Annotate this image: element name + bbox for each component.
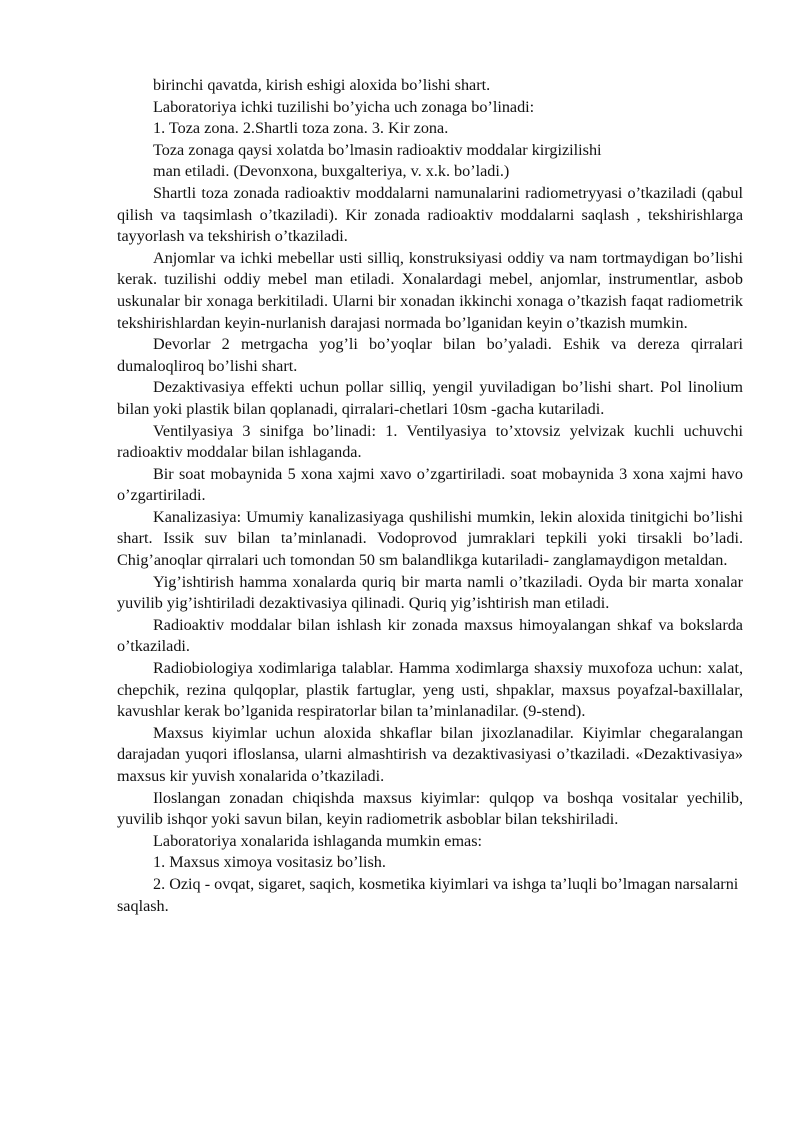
paragraph-furniture: Anjomlar va ichki mebellar usti silliq, konstruksiyasi oddiy va nam tortmaydigan bo’lishi kerak. tuzilishi oddiy mebel man etiladi. Xonalardagi mebel, anjomlar, instrumentlar, asbob uskunalar bir xonaga berkitiladi. Ularni bir xonadan ikkinchi xonaga o’tkazish faqat radiometrik tekshirishlardan keyin-nurlanish darajasi normada bo’lganidan keyin o’tkazish mumkin.: [117, 248, 743, 332]
paragraph-clean-zone-examples: man etiladi. (Devonxona, buxgalteriya, v. x.k. bo’ladi.): [153, 162, 510, 181]
document-page: [117, 75, 743, 917]
paragraph-ventilation: Ventilyasiya 3 sinifga bo’linadi: 1. Ventilyasiya to’xtovsiz yelvizak kuchli uchuvchi radioaktiv moddalar bilan ishlaganda.: [117, 421, 743, 462]
paragraph-zones-list: 1. Toza zona. 2.Shartli toza zona. 3. Kir zona.: [153, 119, 449, 138]
paragraph-entrance: birinchi qavatda, kirish eshigi aloxida bo’lishi shart.: [153, 76, 491, 94]
paragraph-cleaning: Yig’ishtirish hamma xonalarda quriq bir marta namli o’tkaziladi. Oyda bir marta xonalar yuvilib yig’ishtiriladi dezaktivasiya qilinadi. Quriq yig’ishtirish man etiladi.: [117, 572, 743, 613]
paragraph-floors: Dezaktivasiya effekti uchun pollar silliq, yengil yuviladigan bo’lishi shart. Pol linolium bilan yoki plastik bilan qoplanadi, qirralari-chetlari 10sm -gacha kutariladi.: [117, 378, 743, 418]
paragraph-clean-zone: Toza zonaga qaysi xolatda bo’lmasin radioaktiv moddalar kirgizilishi: [153, 140, 602, 159]
paragraph-zones-intro: Laboratoriya ichki tuzilishi bo’yicha uch zonaga bo’linadi:: [153, 97, 535, 116]
paragraph-sewerage: Kanalizasiya: Umumiy kanalizasiyaga qushilishi mumkin, lekin aloxida tinitgichi bo’lishi shart. Issik suv bilan ta’minlanadi. Vodoprovod jumraklari tepkili yoki tirsakli bo’ladi. Chig’anoqlar qirralari uch tomondan 50 sm balandlikga kutariladi- zanglamaydigon metaldan.: [117, 507, 743, 570]
paragraph-special-clothing: Maxsus kiyimlar uchun aloxida shkaflar bilan jixozlanadilar. Kiyimlar chegaralangan darajadan yuqori ifloslansa, ularni almashtirish va dezaktivasiyasi o’tkaziladi. «Dezaktivasiya» maxsus kir yuvish xonalarida o’tkaziladi.: [117, 723, 743, 785]
paragraph-prohibitions-intro: Laboratoriya xonalarida ishlaganda mumkin emas:: [153, 831, 483, 850]
paragraph-exit-procedure: Iloslangan zonadan chiqishda maxsus kiyimlar: qulqop va boshqa vositalar yechilib, yuvilib ishqor yoki savun bilan, keyin radiometrik asboblar bilan tekshiriladi.: [117, 788, 743, 829]
paragraph-walls: Devorlar 2 metrgacha yog’li bo’yoqlar bilan bo’yaladi. Eshik va dereza qirralari dumaloqliroq bo’lishi shart.: [117, 335, 743, 375]
paragraph-prohibition-2: 2. Oziq - ovqat, sigaret, saqich, kosmetika kiyimlari va ishga ta’luqli bo’lmagan narsalarni saqlash.: [117, 874, 739, 915]
paragraph-prohibition-1: 1. Maxsus ximoya vositasiz bo’lish.: [153, 853, 386, 872]
paragraph-conditional-zone: Shartli toza zonada radioaktiv moddalarni namunalarini radiometryyasi o’tkaziladi (qabul qilish va taqsimlash o’tkaziladi). Kir zonada radioaktiv moddalarni saqlash , tekshirishlarga tayyorlash va tekshirish o’tkaziladi.: [117, 183, 743, 246]
paragraph-air-exchange: Bir soat mobaynida 5 xona xajmi xavo o’zgartiriladi. soat mobaynida 3 xona xajmi havo o’zgartiriladi.: [117, 464, 743, 505]
paragraph-staff-requirements: Radiobiologiya xodimlariga talablar. Hamma xodimlarga shaxsiy muxofoza uchun: xalat, chepchik, rezina qulqoplar, plastik fartuglar, yeng usti, shpaklar, maxsus poyafzal-baxillalar, kavushlar kerak bo’lganida respiratorlar bilan ta’minlanadilar. (9-stend).: [117, 659, 743, 721]
paragraph-shielded-boxes: Radioaktiv moddalar bilan ishlash kir zonada maxsus himoyalangan shkaf va bokslarda o’tkaziladi.: [117, 615, 743, 656]
